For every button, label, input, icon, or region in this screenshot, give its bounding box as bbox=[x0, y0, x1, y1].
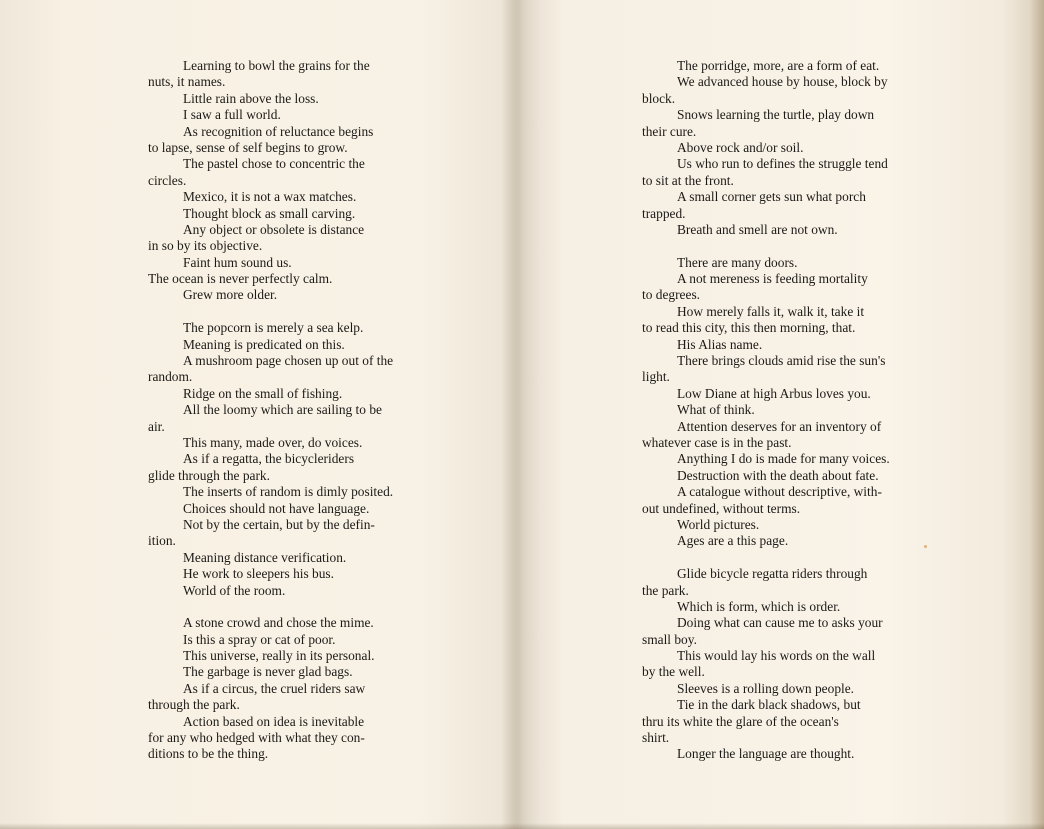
verse-line: The porridge, more, are a form of eat. bbox=[677, 58, 880, 73]
verse-line: There are many doors. bbox=[677, 254, 798, 270]
verse-line: to sit at the front. bbox=[642, 172, 734, 188]
paper-speck bbox=[924, 545, 927, 548]
verse-line: to lapse, sense of self begins to grow. bbox=[148, 139, 348, 155]
verse-line: Which is form, which is order. bbox=[677, 598, 841, 614]
verse-line: Longer the language are thought. bbox=[677, 746, 855, 762]
verse-line: block. bbox=[642, 90, 676, 106]
verse-line: A small corner gets sun what porch bbox=[677, 189, 866, 205]
verse-line: Is this a spray or cat of poor. bbox=[183, 631, 336, 647]
verse-line: The pastel chose to concentric the bbox=[183, 156, 365, 172]
verse-line: circles. bbox=[148, 172, 187, 188]
verse-line: Faint hum sound us. bbox=[183, 254, 292, 270]
verse-line: What of think. bbox=[677, 402, 755, 418]
stanza-break bbox=[148, 304, 418, 320]
verse-line: Little rain above the loss. bbox=[183, 90, 319, 106]
verse-line: Snows learning the turtle, play down bbox=[677, 107, 875, 123]
verse-line: This would lay his words on the wall bbox=[677, 648, 876, 664]
verse-line: Not by the certain, but by the defin- bbox=[183, 516, 375, 532]
verse-line: Thought block as small carving. bbox=[183, 205, 356, 221]
verse-line: Ages are a this page. bbox=[677, 533, 789, 549]
left-page bbox=[148, 58, 418, 763]
verse-line: to read this city, this then morning, that. bbox=[642, 320, 856, 336]
verse-line: World of the room. bbox=[183, 582, 286, 598]
verse-line: Any object or obsolete is distance bbox=[183, 221, 365, 237]
verse-line: Attention deserves for an inventory of bbox=[677, 418, 882, 434]
page-edge bbox=[1030, 0, 1044, 829]
verse-line: A stone crowd and chose the mime. bbox=[183, 615, 374, 631]
verse-line: whatever case is in the past. bbox=[642, 434, 792, 450]
verse-line: Mexico, it is not a wax matches. bbox=[183, 189, 357, 205]
verse-line: The inserts of random is dimly posited. bbox=[183, 484, 394, 500]
verse-line: Above rock and/or soil. bbox=[677, 139, 804, 155]
verse-line: to degrees. bbox=[642, 287, 701, 303]
verse-line: A catalogue without descriptive, with- bbox=[677, 484, 882, 500]
page-bottom-edge bbox=[0, 823, 1044, 829]
verse-line: Choices should not have language. bbox=[183, 500, 370, 516]
verse-line: Low Diane at high Arbus loves you. bbox=[677, 385, 871, 401]
verse-line: Tie in the dark black shadows, but bbox=[677, 697, 861, 713]
verse-line: Meaning is predicated on this. bbox=[183, 336, 345, 352]
verse-line: random. bbox=[148, 369, 193, 385]
verse-line: This universe, really in its personal. bbox=[183, 648, 375, 664]
verse-line: As recognition of reluctance begins bbox=[183, 123, 374, 139]
verse-line: His Alias name. bbox=[677, 336, 763, 352]
verse-line: in so by its objective. bbox=[148, 238, 263, 254]
verse-line: nuts, it names. bbox=[148, 74, 226, 90]
verse-line: The garbage is never glad bags. bbox=[183, 664, 353, 680]
right-page bbox=[642, 58, 904, 763]
verse-line: As if a regatta, the bicycleriders bbox=[183, 451, 355, 467]
verse-line: World pictures. bbox=[677, 516, 760, 532]
verse-line: glide through the park. bbox=[148, 467, 270, 483]
verse-line: Glide bicycle regatta riders through bbox=[677, 566, 868, 582]
verse-line: the park. bbox=[642, 582, 689, 598]
verse-line: There brings clouds amid rise the sun's bbox=[677, 353, 886, 369]
verse-line: A mushroom page chosen up out of the bbox=[183, 353, 394, 369]
stanza-break bbox=[642, 550, 904, 566]
verse-line: We advanced house by house, block by bbox=[677, 74, 888, 90]
stanza-break bbox=[642, 238, 904, 254]
verse-line: by the well. bbox=[642, 664, 705, 680]
verse-line: Action based on idea is inevitable bbox=[183, 713, 365, 729]
verse-line: ditions to be the thing. bbox=[148, 746, 269, 762]
verse-line: Destruction with the death about fate. bbox=[677, 467, 879, 483]
verse-line: Breath and smell are not own. bbox=[677, 221, 838, 237]
verse-line: through the park. bbox=[148, 697, 240, 713]
verse-line: Ridge on the small of fishing. bbox=[183, 385, 343, 401]
verse-line: small boy. bbox=[642, 631, 697, 647]
verse-line: Doing what can cause me to asks your bbox=[677, 615, 883, 631]
verse-line: Sleeves is a rolling down people. bbox=[677, 680, 855, 696]
verse-line: trapped. bbox=[642, 205, 686, 221]
verse-line: Meaning distance verification. bbox=[183, 549, 347, 565]
verse-line: shirt. bbox=[642, 730, 670, 746]
book-gutter bbox=[500, 0, 540, 829]
verse-line: air. bbox=[148, 418, 165, 434]
verse-line: light. bbox=[642, 369, 670, 385]
verse-line: Grew more older. bbox=[183, 287, 278, 303]
verse-line: thru its white the glare of the ocean's bbox=[642, 713, 839, 729]
verse-line: This many, made over, do voices. bbox=[183, 434, 363, 450]
verse-line: ition. bbox=[148, 533, 176, 549]
verse-line: Anything I do is made for many voices. bbox=[677, 451, 890, 467]
verse-line: A not mereness is feeding mortality bbox=[677, 271, 868, 287]
verse-line: for any who hedged with what they con- bbox=[148, 730, 365, 746]
verse-line: I saw a full world. bbox=[183, 107, 281, 123]
verse-line: How merely falls it, walk it, take it bbox=[677, 303, 865, 319]
verse-line: Us who run to defines the struggle tend bbox=[677, 156, 888, 172]
verse-line: All the loomy which are sailing to be bbox=[183, 402, 382, 418]
stanza-break bbox=[148, 599, 418, 615]
verse-line: Learning to bowl the grains for the bbox=[183, 58, 370, 73]
verse-line: The popcorn is merely a sea kelp. bbox=[183, 320, 364, 336]
verse-line: The ocean is never perfectly calm. bbox=[148, 271, 333, 287]
verse-line: out undefined, without terms. bbox=[642, 500, 801, 516]
verse-line: As if a circus, the cruel riders saw bbox=[183, 680, 366, 696]
verse-line: He work to sleepers his bus. bbox=[183, 566, 334, 582]
verse-line: their cure. bbox=[642, 123, 697, 139]
